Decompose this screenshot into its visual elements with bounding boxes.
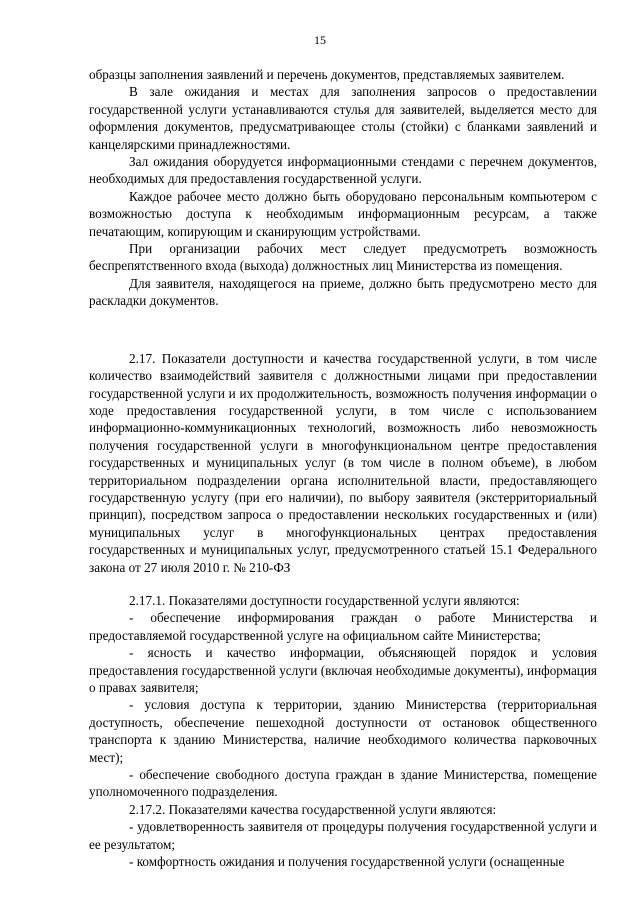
list-item: - комфортность ожидания и получения государственной услуги (оснащенные [129, 854, 565, 870]
list-item: - условия доступа к территории, зданию Министерства (территориальная доступность, обеспечение пешеходной доступности от остановок общественного транспорта к зданию Министерства, наличие необходимого количества парковочных мест); [89, 697, 597, 765]
paragraph: В зале ожидания и местах для заполнения запросов о предоставлении государственной услуги устанавливаются стулья для заявителей, выделяется место для оформления документов, предусматривающее столы (стойки) с бланками заявлений и канцелярскими принадлежностями. [89, 84, 597, 152]
document-body [89, 66, 597, 870]
section-heading-2-17: 2.17. Показатели доступности и качества государственной услуги, в том числе количество взаимодействий заявителя с должностными лицами при предоставлении государственной услуги и их продолжительность, возможность получения информации о ходе предоставления государственной услуги, в том числе с использованием информационно-коммуникационных технологий, возможность либо невозможность получения государственной услуги в многофункциональном центре предоставления государственных и муниципальных услуг (в том числе в полном объеме), в любом территориальном подразделении органа исполнительной власти, предоставляющего государственную услугу (при его наличии), по выбору заявителя (экстерриториальный принцип), посредством запроса о предоставлении нескольких государственных и (или) муниципальных услуг в многофункциональных центрах предоставления государственных и муниципальных услуг, предусмотренного статьей 15.1 Федерального закона от 27 июля 2010 г. № 210-ФЗ [89, 350, 597, 575]
list-item: - удовлетворенность заявителя от процедуры получения государственной услуги и ее результатом; [89, 819, 597, 852]
paragraph: образцы заполнения заявлений и перечень документов, представляемых заявителем. [89, 67, 565, 82]
paragraph: 2.17.1. Показателями доступности государственной услуги являются: [129, 592, 520, 608]
paragraph: Для заявителя, находящегося на приеме, должно быть предусмотрено место для раскладки документов. [89, 275, 597, 309]
page-number: 15 [314, 33, 326, 47]
section-spacer [89, 310, 597, 350]
paragraph: Зал ожидания оборудуется информационными стендами с перечнем документов, необходимых для предоставления государственной услуги. [89, 154, 597, 187]
paragraph: 2.17.2. Показателями качества государственной услуги являются: [129, 801, 497, 817]
list-item: - обеспечение свободного доступа граждан в здание Министерства, помещение уполномоченного подразделения. [89, 767, 597, 800]
paragraph: Каждое рабочее место должно быть оборудовано персональным компьютером с возможностью доступа к необходимым информационным ресурсам, а также печатающим, копирующим и сканирующим устройствами. [89, 188, 597, 239]
section-spacer [89, 576, 597, 592]
list-item: - ясность и качество информации, объясняющей порядок и условия предоставления государственной услуги (включая необходимые документы), информация о правах заявителя; [89, 645, 597, 695]
paragraph: При организации рабочих мест следует предусмотреть возможность беспрепятственного входа (выхода) должностных лиц Министерства из помещения. [89, 241, 597, 274]
list-item: - обеспечение информирования граждан о работе Министерства и предоставляемой государственной услуге на официальном сайте Министерства; [89, 610, 597, 643]
